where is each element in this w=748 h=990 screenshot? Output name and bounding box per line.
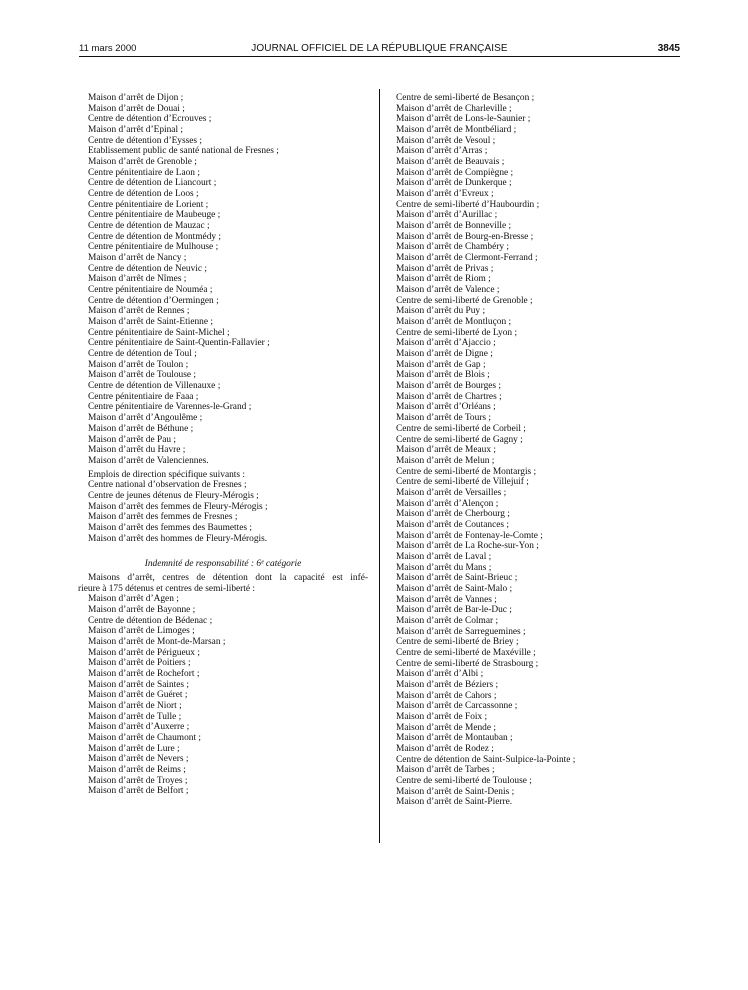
list-item: Maison d’arrêt de Fontenay-le-Comte ; <box>396 530 543 541</box>
list-item: Centre de jeunes détenus de Fleury-Mérogis ; <box>88 490 259 501</box>
list-item: Maison d’arrêt d’Arras ; <box>396 146 488 157</box>
list-item: Maison d’arrêt de Toulouse ; <box>88 370 196 381</box>
list-item: Maison d’arrêt de Montauban ; <box>396 733 513 744</box>
list-item: Centre de semi-liberté de Gagny ; <box>396 434 523 445</box>
list-item: Maison d’arrêt de Chaumont ; <box>88 732 201 743</box>
list-item: Centre de semi-liberté de Maxéville ; <box>396 647 536 658</box>
list-item: Maison d’arrêt d’Auxerre ; <box>88 722 190 733</box>
list-item: Maison d’arrêt de Lure ; <box>88 743 180 754</box>
list-item: Maison d’arrêt de Versailles ; <box>396 487 507 498</box>
list-item: Centre de détention de Liancourt ; <box>88 178 217 189</box>
right-column <box>396 93 676 808</box>
list-item: Centre de semi-liberté de Lyon ; <box>396 327 518 338</box>
list-item: Maison d’arrêt de Tarbes ; <box>396 765 495 776</box>
list-item: Centre de détention d’Ecrouves ; <box>88 114 212 125</box>
list-item: Maison d’arrêt de Niort ; <box>88 700 182 711</box>
list-item: Maison d’arrêt des femmes des Baumettes ; <box>88 522 253 533</box>
list-item: Centre pénitentiaire de Lorient ; <box>88 199 209 210</box>
list-item: Maison d’arrêt de Valenciennes. <box>88 455 209 466</box>
list-item: Maison d’arrêt de Chambéry ; <box>396 242 509 253</box>
establishment-list-3 <box>88 594 368 797</box>
list-item: Maison d’arrêt du Puy ; <box>396 306 486 317</box>
list-item: Maison d’arrêt de Dunkerque ; <box>396 178 512 189</box>
list-item: Maison d’arrêt de Saint-Denis ; <box>396 786 515 797</box>
list-item: Centre de semi-liberté de Montargis ; <box>396 466 537 477</box>
list-item: Centre de semi-liberté de Besançon ; <box>396 93 535 103</box>
list-item: Maison d’arrêt d’Orléans ; <box>396 402 496 413</box>
list-item: Centre pénitentiaire de Faaa ; <box>88 391 199 402</box>
list-item: Maison d’arrêt de Digne ; <box>396 349 493 360</box>
journal-title: JOURNAL OFFICIEL DE LA RÉPUBLIQUE FRANÇAISE <box>251 43 508 54</box>
list-item: Maison d’arrêt de Colmar ; <box>396 615 499 626</box>
list-item: Centre de détention de Mauzac ; <box>88 221 210 232</box>
section-subheading: Indemnité de responsabilité : 6ᵉ catégorie <box>144 559 302 570</box>
list-item: Centre de détention de Villenauxe ; <box>88 381 221 392</box>
list-item: Maison d’arrêt de Cherbourg ; <box>396 509 510 520</box>
list-item: Maison d’arrêt de Bar-le-Duc ; <box>396 605 512 616</box>
list-item: Maison d’arrêt de Laval ; <box>396 551 492 562</box>
list-item: Maison d’arrêt de Carcassonne ; <box>396 701 518 712</box>
list-item: Maison d’arrêt de Limoges ; <box>88 626 195 637</box>
page-number: 3845 <box>657 43 680 54</box>
list-item: Centre de détention de Montmédy ; <box>88 231 222 242</box>
list-item: Maison d’arrêt de Douai ; <box>88 103 185 114</box>
list-item: Maison d’arrêt de Compiègne ; <box>396 167 514 178</box>
list-item: Centre pénitentiaire de Nouméa ; <box>88 285 213 296</box>
list-item: Maison d’arrêt de Mont-de-Marsan ; <box>88 636 226 647</box>
list-item: Maison d’arrêt de Nevers ; <box>88 754 189 765</box>
list-item: Maison d’arrêt d’Angoulême ; <box>88 413 203 424</box>
list-item: Maison d’arrêt de Sarreguemines ; <box>396 626 526 637</box>
list-item: Centre de détention de Saint-Sulpice-la-Pointe ; <box>396 754 576 765</box>
list-item: Centre pénitentiaire de Saint-Michel ; <box>88 327 230 338</box>
list-item: Maison d’arrêt de Blois ; <box>396 370 490 381</box>
list-item: Centre de détention de Loos ; <box>88 189 199 200</box>
list-item: Maison d’arrêt de Saintes ; <box>88 679 190 690</box>
list-item: Maison d’arrêt de Clermont-Ferrand ; <box>396 253 538 264</box>
list-item: Centre de détention de Bédenac ; <box>88 615 213 626</box>
list-item: Maison d’arrêt du Mans ; <box>396 562 492 573</box>
list-item: Maison d’arrêt de Meaux ; <box>396 445 496 456</box>
list-item: Etablissement public de santé national de Fresnes ; <box>88 146 279 157</box>
list-item: Centre de semi-liberté de Villejuif ; <box>396 477 529 488</box>
list-item: Maison d’arrêt de Tours ; <box>396 413 491 424</box>
list-item: Maison d’arrêt de Cahors ; <box>396 690 497 701</box>
list-item: Centre pénitentiaire de Maubeuge ; <box>88 210 221 221</box>
list-item: Maison d’arrêt de Rochefort ; <box>88 668 200 679</box>
list-item: Maison d’arrêt des femmes de Fleury-Mérogis ; <box>88 501 268 512</box>
list-item: Maison d’arrêt de Pau ; <box>88 434 176 445</box>
list-item: Centre de semi-liberté d’Haubourdin ; <box>396 199 540 210</box>
list-item: Maison d’arrêt d’Albi ; <box>396 669 484 680</box>
list-item: Centre de semi-liberté de Briey ; <box>396 637 519 648</box>
intro-paragraph-line-1: Maisons d’arrêt, centres de détention dont la capacité est infé- <box>88 572 368 583</box>
list-item: Centre de détention d’Oermingen ; <box>88 295 219 306</box>
list-item: Maison d’arrêt de Béziers ; <box>396 679 499 690</box>
list-item: Centre de semi-liberté de Toulouse ; <box>396 776 532 786</box>
list-item: Maison d’arrêt du Havre ; <box>88 445 186 456</box>
list-item: Maison d’arrêt de Nancy ; <box>88 253 187 264</box>
list-item: Emplois de direction spécifique suivants : <box>88 469 245 480</box>
list-item: Maison d’arrêt d’Agen ; <box>88 594 179 605</box>
list-item: Maison d’arrêt de Montluçon ; <box>396 317 512 328</box>
list-item: Maison d’arrêt de La Roche-sur-Yon ; <box>396 541 539 552</box>
list-item: Maison d’arrêt d’Evreux ; <box>396 189 494 200</box>
list-item: Maison d’arrêt de Mende ; <box>396 722 496 733</box>
list-item: Maison d’arrêt de Privas ; <box>396 263 494 274</box>
list-item: Maison d’arrêt de Périgueux ; <box>88 647 200 658</box>
list-item: Maison d’arrêt de Charleville ; <box>396 103 512 114</box>
list-item: Maison d’arrêt de Riom ; <box>396 274 491 285</box>
list-item: Maison d’arrêt de Troyes ; <box>88 775 188 786</box>
list-item: Maison d’arrêt de Chartres ; <box>396 391 502 402</box>
list-item: Centre pénitentiaire de Saint-Quentin-Fallavier ; <box>88 338 270 349</box>
list-item: Maison d’arrêt de Beauvais ; <box>396 157 505 168</box>
intro-paragraph-line-2: rieure à 175 détenus et centres de semi-liberté : <box>78 583 256 594</box>
list-item: Maison d’arrêt de Tulle ; <box>88 711 182 722</box>
list-item: Centre de semi-liberté de Grenoble ; <box>396 295 533 306</box>
list-item: Maison d’arrêt de Saint-Etienne ; <box>88 317 213 328</box>
list-item: Maison d’arrêt de Valence ; <box>396 285 500 296</box>
list-item: Maison d’arrêt de Guéret ; <box>88 690 188 701</box>
list-item: Centre de détention de Neuvic ; <box>88 263 207 274</box>
list-item: Maison d’arrêt de Montbéliard ; <box>396 125 517 136</box>
list-item: Maison d’arrêt de Bourges ; <box>396 381 502 392</box>
list-item: Centre pénitentiaire de Mulhouse ; <box>88 242 219 253</box>
list-item: Maison d’arrêt de Dijon ; <box>88 93 184 103</box>
list-item: Maison d’arrêt de Coutances ; <box>396 519 509 530</box>
list-item: Maison d’arrêt de Poitiers ; <box>88 658 191 669</box>
list-item: Maison d’arrêt des hommes de Fleury-Mérogis. <box>88 533 268 544</box>
list-item: Maison d’arrêt de Vannes ; <box>396 594 497 605</box>
establishment-list-right <box>396 93 676 808</box>
list-item: Centre de détention de Toul ; <box>88 349 197 360</box>
list-item: Maison d’arrêt de Nîmes ; <box>88 274 187 285</box>
list-item: Maison d’arrêt de Saint-Pierre. <box>396 797 513 808</box>
list-item: Maison d’arrêt de Bourg-en-Bresse ; <box>396 231 534 242</box>
establishment-list-1 <box>88 93 368 467</box>
list-item: Maison d’arrêt de Saint-Brieuc ; <box>396 573 518 584</box>
list-item: Maison d’arrêt de Rodez ; <box>396 743 494 754</box>
list-item: Maison d’arrêt d’Epinal ; <box>88 125 184 136</box>
header-date: 11 mars 2000 <box>79 43 137 54</box>
list-item: Maison d’arrêt d’Ajaccio ; <box>396 338 496 349</box>
list-item: Maison d’arrêt d’Aurillac ; <box>396 210 498 221</box>
page-header <box>79 43 680 57</box>
list-item: Maison d’arrêt de Reims ; <box>88 764 186 775</box>
list-item: Maison d’arrêt des femmes de Fresnes ; <box>88 512 238 523</box>
header-rule <box>79 56 680 57</box>
list-item: Maison d’arrêt de Grenoble ; <box>88 157 197 168</box>
list-item: Maison d’arrêt de Belfort ; <box>88 786 189 797</box>
list-item: Maison d’arrêt de Melun ; <box>396 455 495 466</box>
list-item: Maison d’arrêt de Toulon ; <box>88 359 189 370</box>
column-divider <box>379 89 380 843</box>
list-item: Centre de semi-liberté de Strasbourg ; <box>396 658 539 669</box>
list-item: Centre national d’observation de Fresnes ; <box>88 480 247 491</box>
list-item: Maison d’arrêt de Bonneville ; <box>396 221 512 232</box>
list-item: Maison d’arrêt de Béthune ; <box>88 423 194 434</box>
list-item: Maison d’arrêt d’Alençon ; <box>396 498 499 509</box>
list-item: Maison d’arrêt de Gap ; <box>396 359 486 370</box>
list-item: Maison d’arrêt de Saint-Malo ; <box>396 583 513 594</box>
list-item: Centre pénitentiaire de Laon ; <box>88 167 200 178</box>
specific-posts-list <box>88 470 368 545</box>
left-column <box>78 93 368 797</box>
list-item: Centre pénitentiaire de Varennes-le-Grand ; <box>88 402 252 413</box>
list-item: Maison d’arrêt de Bayonne ; <box>88 604 196 615</box>
list-item: Maison d’arrêt de Foix ; <box>396 711 488 722</box>
list-item: Maison d’arrêt de Lons-le-Saunier ; <box>396 114 531 125</box>
list-item: Centre de semi-liberté de Corbeil ; <box>396 423 526 434</box>
list-item: Maison d’arrêt de Vesoul ; <box>396 135 496 146</box>
list-item: Maison d’arrêt de Rennes ; <box>88 306 190 317</box>
list-item: Centre de détention d’Eysses ; <box>88 135 203 146</box>
